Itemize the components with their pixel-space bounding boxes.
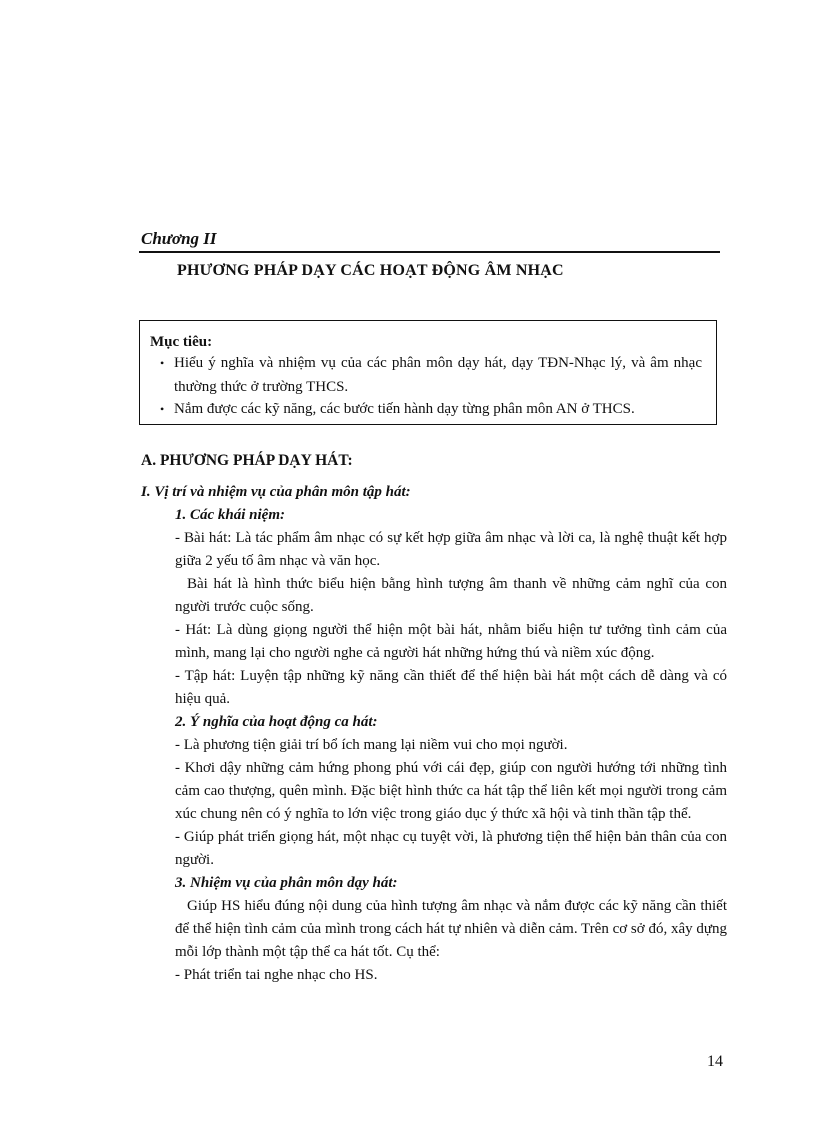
objectives-heading: Mục tiêu:: [150, 334, 213, 350]
paragraph: - Hát: Là dùng giọng người thể hiện một bài hát, nhằm biểu hiện tư tưởng tình cảm của mình, mang lại cho người nghe cả người hát những hứng thú và niềm xúc động.: [175, 622, 727, 661]
subsection-heading: 2. Ý nghĩa của hoạt động ca hát:: [175, 714, 378, 730]
paragraph: - Khơi dậy những cảm hứng phong phú với cái đẹp, giúp con người hướng tới những tình cảm cao thượng, quên mình. Đặc biệt hình thức ca hát tập thể liên kết mọi người trong cảm xúc chung nên có ý nghĩa to lớn việc trong giáo dục ý thức xã hội và tinh thần tập thể.: [175, 760, 727, 822]
part-heading: I. Vị trí và nhiệm vụ của phân môn tập hát:: [141, 484, 411, 500]
paragraph: - Là phương tiện giải trí bổ ích mang lại niềm vui cho mọi người.: [175, 737, 568, 753]
paragraph: - Giúp phát triển giọng hát, một nhạc cụ tuyệt vời, là phương tiện thể hiện bản thân của con người.: [175, 829, 727, 868]
chapter-title: PHƯƠNG PHÁP DẠY CÁC HOẠT ĐỘNG ÂM NHẠC: [177, 262, 564, 279]
section-heading: A. PHƯƠNG PHÁP DẠY HÁT:: [141, 452, 353, 469]
objective-item: Hiểu ý nghĩa và nhiệm vụ của các phân môn dạy hát, dạy TĐN-Nhạc lý, và âm nhạc thường thức ở trường THCS.: [174, 355, 702, 395]
subsection-heading: 1. Các khái niệm:: [175, 507, 286, 523]
page-number: 14: [707, 1053, 723, 1070]
paragraph: Giúp HS hiểu đúng nội dung của hình tượng âm nhạc và nắm được các kỹ năng cần thiết để thể hiện tình cảm của mình trong cách hát tự nhiên và diễn cảm. Trên cơ sở đó, xây dựng mỗi lớp thành một tập thể ca hát tốt. Cụ thể:: [175, 898, 727, 960]
paragraph: - Phát triển tai nghe nhạc cho HS.: [175, 967, 378, 983]
paragraph: - Bài hát: Là tác phẩm âm nhạc có sự kết hợp giữa âm nhạc và lời ca, là nghệ thuật kết hợp giữa 2 yếu tố âm nhạc và văn học.: [175, 530, 727, 569]
paragraph: - Tập hát: Luyện tập những kỹ năng cần thiết để thể hiện bài hát một cách dễ dàng và có hiệu quả.: [175, 668, 727, 707]
objectives-box: [139, 320, 717, 425]
paragraph: Bài hát là hình thức biểu hiện bằng hình tượng âm thanh về những cảm nghĩ của con người trước cuộc sống.: [175, 576, 727, 615]
subsection-heading: 3. Nhiệm vụ của phân môn dạy hát:: [175, 875, 398, 891]
bullet-icon: •: [160, 402, 165, 416]
objective-item: Nắm được các kỹ năng, các bước tiến hành dạy từng phân môn AN ở THCS.: [174, 401, 635, 417]
body-content: [141, 481, 727, 987]
bullet-icon: •: [160, 356, 165, 370]
chapter-label: Chương II: [141, 229, 217, 248]
chapter-divider: [139, 251, 720, 253]
